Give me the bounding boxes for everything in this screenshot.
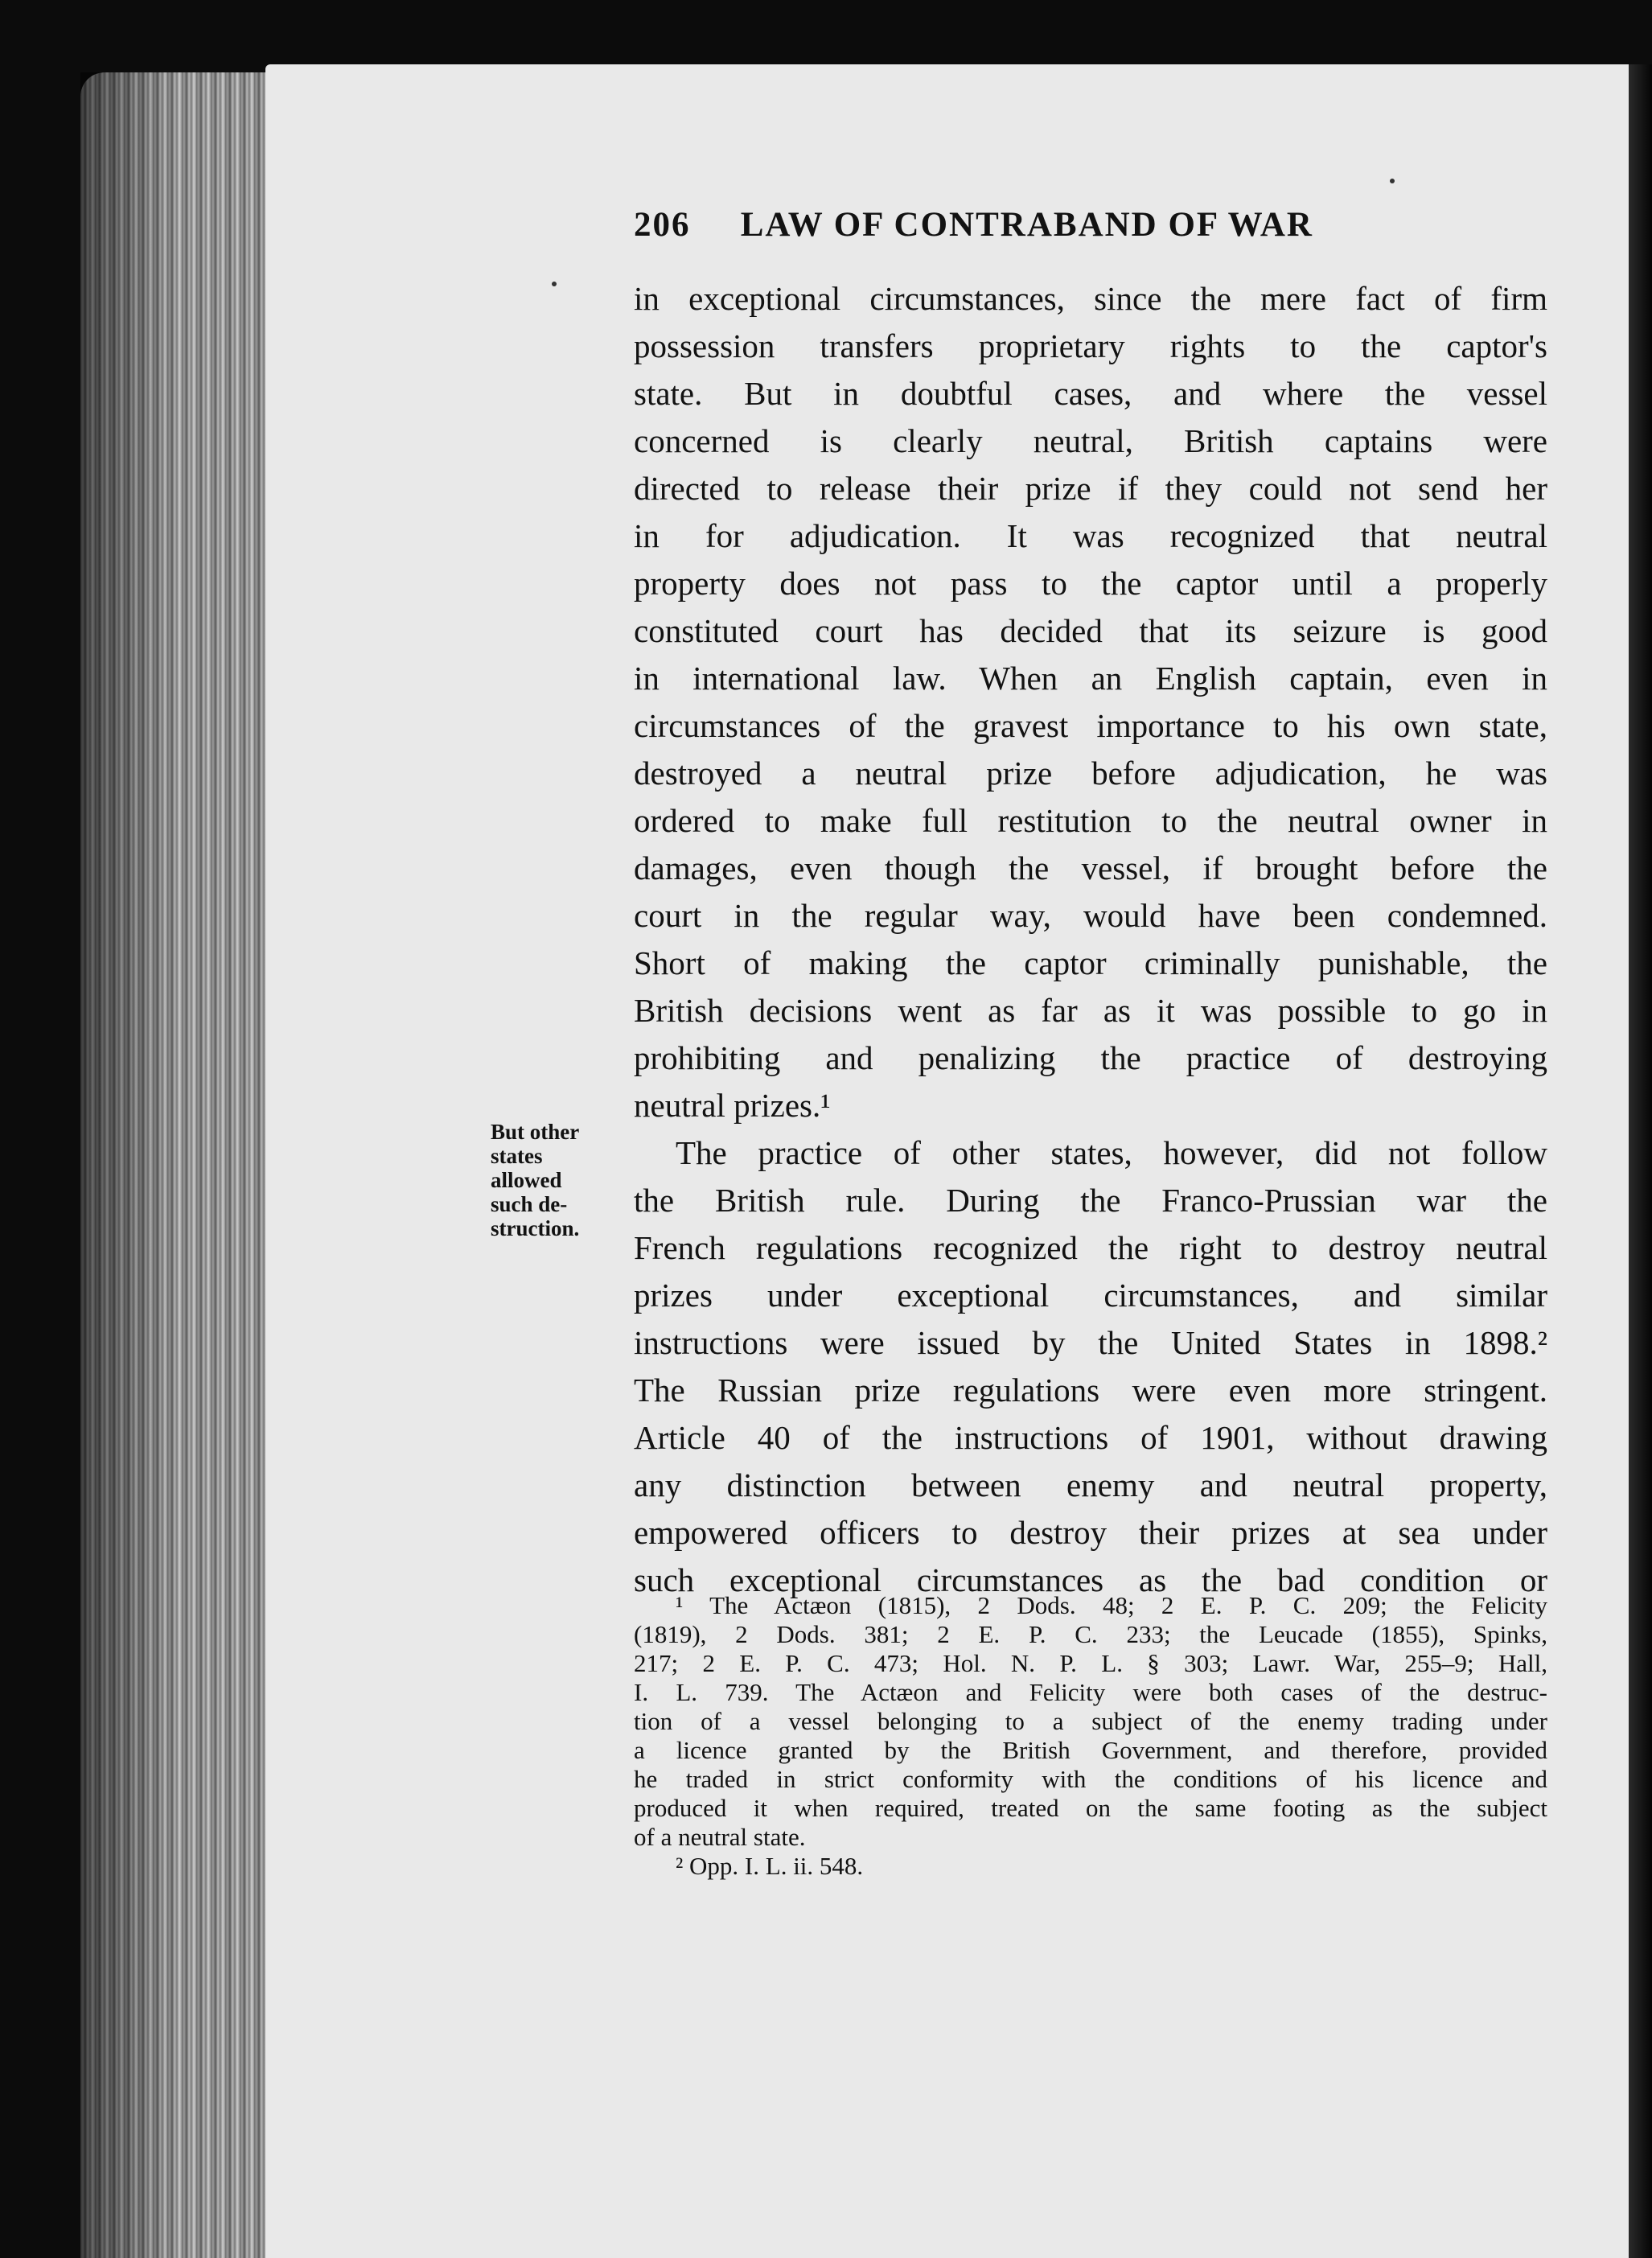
text-line: circumstances of the gravest importance to his own state, [634,707,1547,744]
text-line: property does not pass to the captor until a properly [634,565,1547,602]
footnote-line: of a neutral state. [634,1823,806,1851]
text-line: possession transfers proprietary rights to the captor's [634,327,1547,364]
text-line: British decisions went as far as it was possible to go in [634,992,1547,1029]
text-line: prizes under exceptional circumstances, and similar [634,1277,1547,1314]
text-line: in for adjudication. It was recognized that neutral [634,517,1547,554]
footnote-line: ² Opp. I. L. ii. 548. [676,1852,864,1880]
text-line: the British rule. During the Franco-Prussian war the [634,1182,1547,1219]
text-line: The Russian prize regulations were even more stringent. [634,1372,1547,1409]
paragraph-start-line: The practice of other states, however, did not follow [676,1134,1547,1171]
margin-note-line: such de- [491,1192,568,1216]
text-line: constituted court has decided that its seizure is good [634,612,1547,649]
text-line: Article 40 of the instructions of 1901, without drawing [634,1419,1547,1456]
text-line: destroyed a neutral prize before adjudication, he was [634,755,1547,792]
footnote-line: tion of a vessel belonging to a subject of the enemy trading under [634,1707,1547,1735]
text-line: ordered to make full restitution to the neutral owner in [634,802,1547,839]
text-line: court in the regular way, would have been condemned. [634,897,1547,934]
text-line: in exceptional circumstances, since the mere fact of firm [634,280,1547,317]
ink-speck [1390,179,1395,183]
text-line: in international law. When an English captain, even in [634,660,1547,697]
margin-note-line: struction. [491,1216,580,1240]
footnote-line: a licence granted by the British Government, and therefore, provided [634,1736,1547,1764]
ink-speck [552,282,557,286]
text-line: Short of making the captor criminally punishable, the [634,944,1547,981]
text-line: any distinction between enemy and neutral property, [634,1466,1547,1503]
text-line: state. But in doubtful cases, and where the vessel [634,375,1547,412]
footnote-line: (1819), 2 Dods. 381; 2 E. P. C. 233; the Leucade (1855), Spinks, [634,1620,1547,1648]
right-page-edge [1629,64,1652,2258]
text-line: such exceptional circumstances as the bad condition or [634,1561,1547,1598]
body-text [634,275,1547,1604]
book-title: LAW OF CONTRABAND OF WAR [740,206,1313,244]
footnotes [634,1591,1547,1881]
footnote-line: 217; 2 E. P. C. 473; Hol. N. P. L. § 303; Lawr. War, 255–9; Hall, [634,1649,1547,1677]
margin-note [491,1120,619,1240]
text-line: prohibiting and penalizing the practice of destroying [634,1039,1547,1076]
footnote-line: I. L. 739. The Actæon and Felicity were both cases of the destruc- [634,1678,1547,1706]
text-line: instructions were issued by the United States in 1898.² [634,1324,1547,1361]
page-edge-shadow [80,72,177,2258]
text-line: empowered officers to destroy their prizes at sea under [634,1514,1547,1551]
page-number: 206 [634,206,691,244]
footnote-line: produced it when required, treated on the same footing as the subject [634,1794,1547,1822]
text-line: concerned is clearly neutral, British captains were [634,422,1547,459]
text-line: damages, even though the vessel, if brought before the [634,849,1547,886]
margin-note-line: But other [491,1120,580,1144]
text-line: neutral prizes.¹ [634,1087,831,1124]
running-head [634,205,1438,253]
text-line: directed to release their prize if they could not send her [634,470,1547,507]
text-line: French regulations recognized the right to destroy neutral [634,1229,1547,1266]
margin-note-line: states [491,1144,543,1168]
footnote-line: ¹ The Actæon (1815), 2 Dods. 48; 2 E. P. C. 209; the Felicity [676,1591,1547,1619]
margin-note-line: allowed [491,1168,562,1192]
footnote-line: he traded in strict conformity with the conditions of his licence and [634,1765,1547,1793]
